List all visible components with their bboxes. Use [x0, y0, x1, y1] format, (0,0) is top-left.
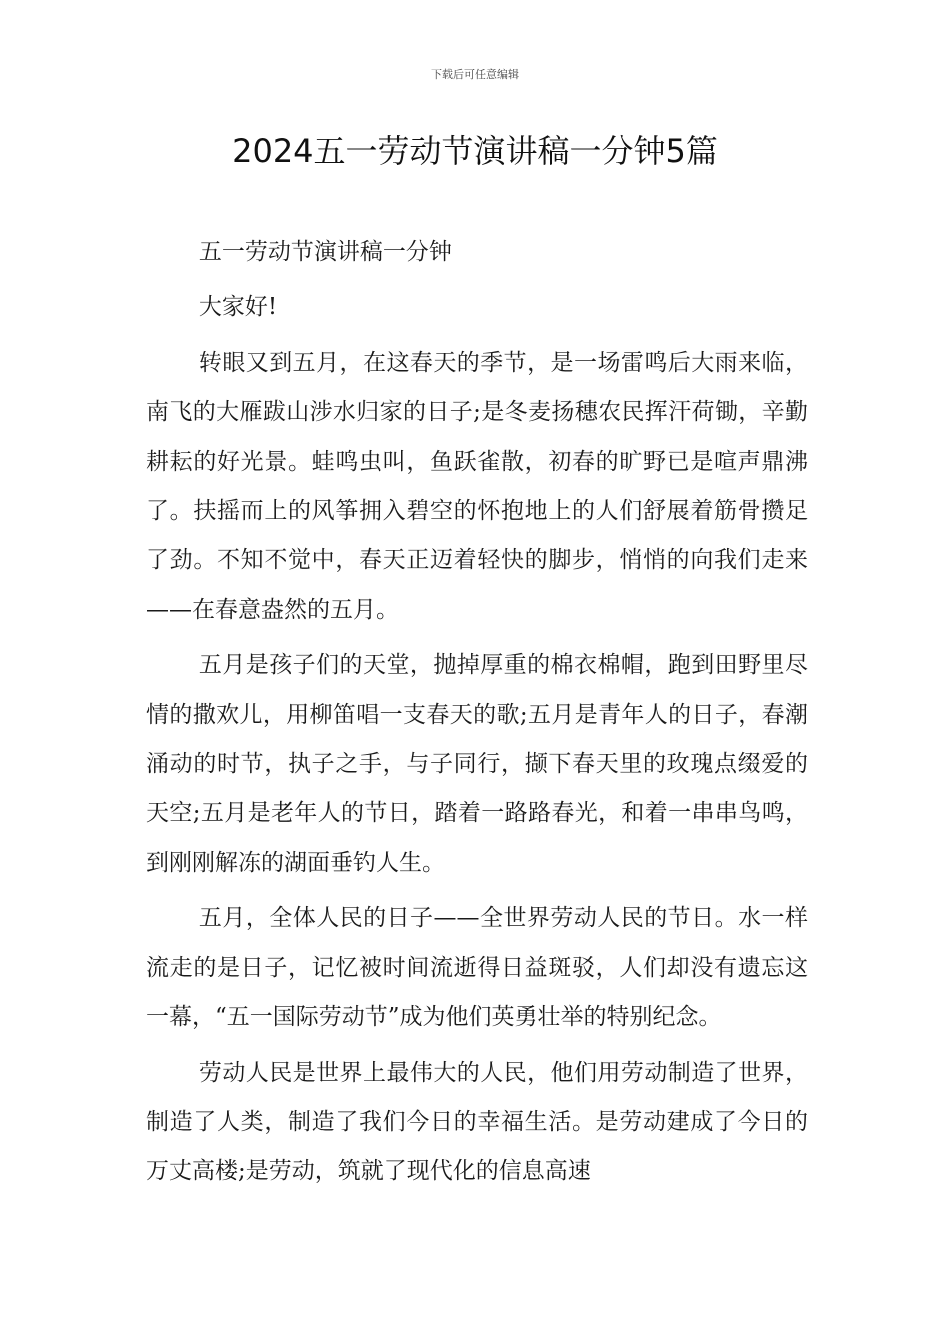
document-title: 2024五一劳动节演讲稿一分钟5篇 — [232, 132, 718, 170]
body-paragraph: 转眼又到五月，在这春天的季节，是一场雷鸣后大雨来临，南飞的大雁跋山涉水归家的日子;是冬麦扬穗农民挥汗荷锄，辛勤耕耘的好光景。蛙鸣虫叫，鱼跃雀散，初春的旷野已是喧声鼎沸了。扶摇而上的风筝拥入碧空的怀抱地上的人们舒展着筋骨攒足了劲。不知不觉中，春天正迈着轻快的脚步，悄悄的向我们走来——在春意盎然的五月。 — [146, 349, 808, 623]
body-paragraph: 劳动人民是世界上最伟大的人民，他们用劳动制造了世界，制造了人类，制造了我们今日的幸福生活。是劳动建成了今日的万丈高楼;是劳动，筑就了现代化的信息高速 — [146, 1059, 808, 1185]
greeting-line: 大家好! — [198, 294, 278, 321]
download-note: 下载后可任意编辑 — [431, 68, 519, 81]
document-body — [146, 228, 808, 1197]
body-paragraph: 五月，全体人民的日子——全世界劳动人民的节日。水一样流走的是日子，记忆被时间流逝得日益斑驳，人们却没有遗忘这一幕，“五一国际劳动节”成为他们英勇壮举的特别纪念。 — [146, 905, 808, 1031]
body-paragraph: 五月是孩子们的天堂，抛掉厚重的棉衣棉帽，跑到田野里尽情的撒欢儿，用柳笛唱一支春天的歌;五月是青年人的日子，春潮涌动的时节，执子之手，与子同行，撷下春天里的玫瑰点缀爱的天空;五月是老年人的节日，踏着一路路春光，和着一串串鸟鸣，到刚刚解冻的湖面垂钓人生。 — [146, 652, 808, 876]
speech-subtitle: 五一劳动节演讲稿一分钟 — [198, 239, 452, 265]
